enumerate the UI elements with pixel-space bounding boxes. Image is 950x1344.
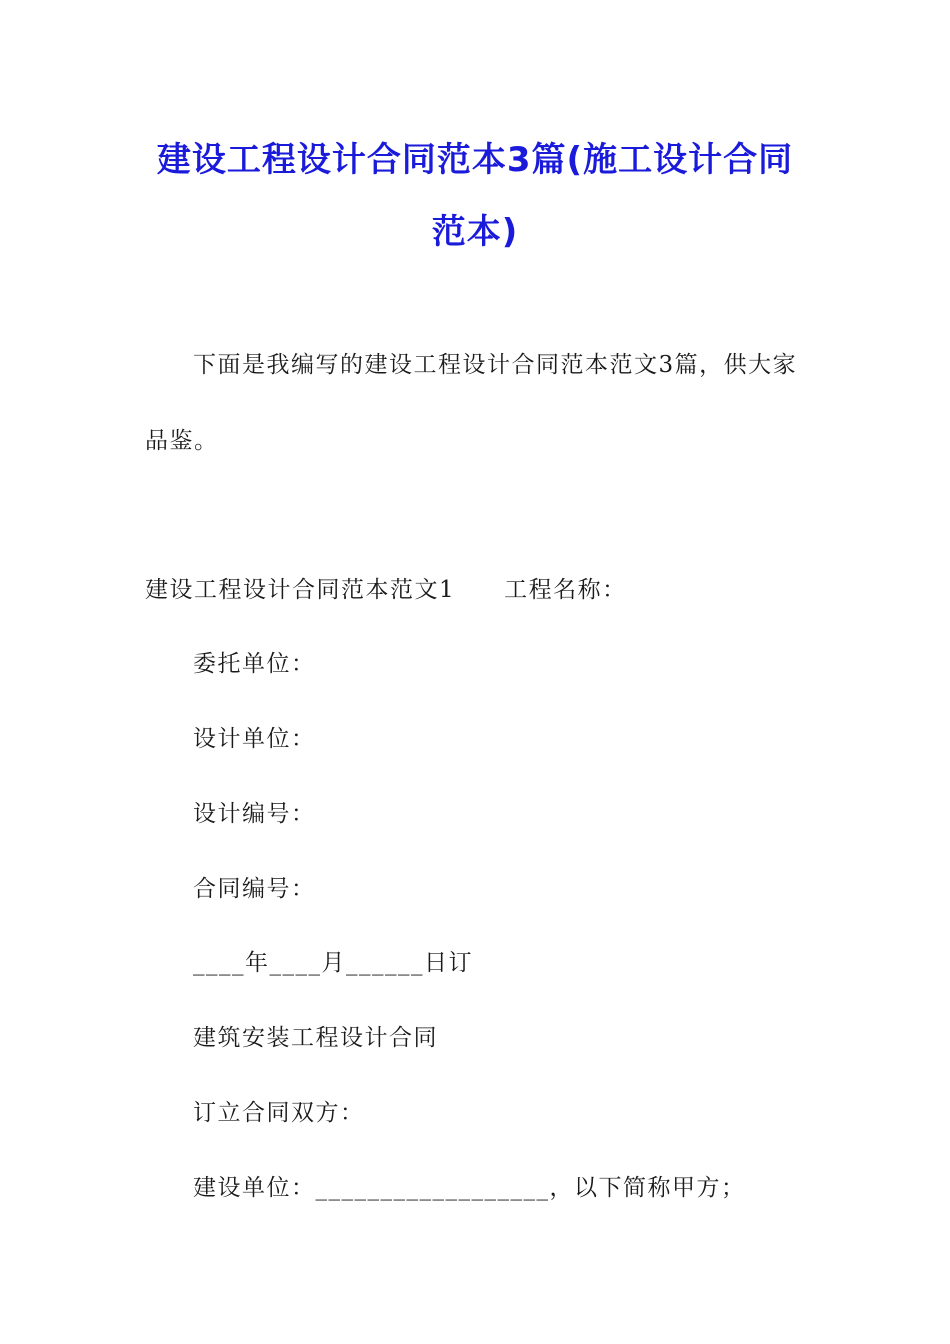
section-heading: 建设工程设计合同范本范文1 工程名称： [145, 577, 627, 603]
contracting-parties-label: 订立合同双方： [193, 1100, 365, 1126]
document-title-line-1: 建设工程设计合同范本3篇(施工设计合同 [156, 140, 794, 180]
intro-paragraph-line-1: 下面是我编写的建设工程设计合同范本范文3篇，供大家 [193, 352, 798, 378]
contract-subtitle: 建筑安装工程设计合同 [193, 1025, 438, 1051]
document-title-line-2: 范本) [431, 212, 519, 252]
field-entrusting-unit: 委托单位： [193, 651, 316, 677]
field-signing-date: ____年____月______日订 [193, 950, 473, 976]
field-contract-number: 合同编号： [193, 876, 316, 902]
field-design-number: 设计编号： [193, 801, 316, 827]
intro-paragraph-line-2: 品鉴。 [145, 428, 219, 454]
field-construction-unit: 建设单位：__________________，以下简称甲方； [193, 1175, 746, 1201]
field-design-unit: 设计单位： [193, 726, 316, 752]
